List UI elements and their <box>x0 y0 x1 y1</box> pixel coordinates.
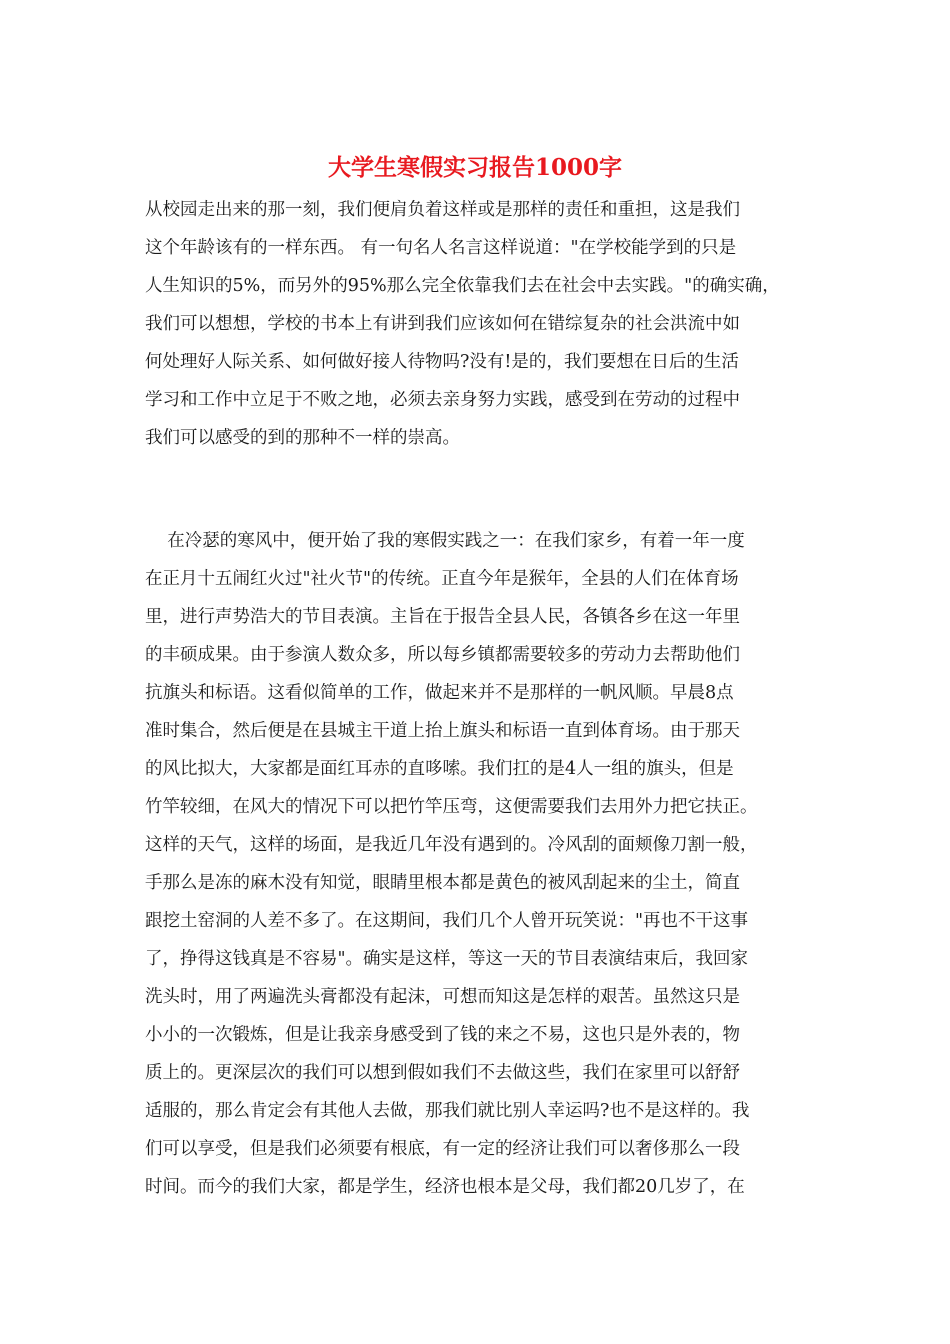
paragraph-2-line-12: 了，挣得这钱真是不容易"。确实是这样，等这一天的节目表演结束后，我回家 <box>145 949 749 969</box>
paragraph-1-line-7: 我们可以感受的到的那种不一样的崇高。 <box>145 428 460 448</box>
paragraph-1-line-2: 这个年龄该有的一样东西。 有一句名人名言这样说道："在学校能学到的只是 <box>145 238 737 258</box>
document-title: 大学生寒假实习报告1000字 <box>327 154 622 181</box>
paragraph-2-line-7: 的风比拟大，大家都是面红耳赤的直哆嗦。我们扛的是4人一组的旗头，但是 <box>145 759 734 779</box>
paragraph-2-line-4: 的丰硕成果。由于参演人数众多，所以每乡镇都需要较多的劳动力去帮助他们 <box>145 645 740 665</box>
paragraph-2-line-10: 手那么是冻的麻木没有知觉，眼睛里根本都是黄色的被风刮起来的尘土，简直 <box>145 873 740 893</box>
paragraph-2-line-9: 这样的天气，这样的场面，是我近几年没有遇到的。冷风刮的面颊像刀割一般， <box>145 835 758 855</box>
paragraph-1-line-6: 学习和工作中立足于不败之地，必须去亲身努力实践，感受到在劳动的过程中 <box>145 390 740 410</box>
paragraph-2-line-6: 准时集合，然后便是在县城主干道上抬上旗头和标语一直到体育场。由于那天 <box>145 721 740 741</box>
paragraph-2-line-8: 竹竿较细，在风大的情况下可以把竹竿压弯，这便需要我们去用外力把它扶正。 <box>145 797 758 817</box>
paragraph-2-line-5: 抗旗头和标语。这看似简单的工作，做起来并不是那样的一帆风顺。早晨8点 <box>145 683 734 703</box>
paragraph-2-line-18: 时间。而今的我们大家，都是学生，经济也根本是父母，我们都20几岁了，在 <box>145 1177 745 1197</box>
paragraph-1-line-4: 我们可以想想，学校的书本上有讲到我们应该如何在错综复杂的社会洪流中如 <box>145 314 740 334</box>
paragraph-2-line-15: 质上的。更深层次的我们可以想到假如我们不去做这些，我们在家里可以舒舒 <box>145 1063 740 1083</box>
paragraph-2-line-1: 在冷瑟的寒风中，便开始了我的寒假实践之一：在我们家乡，有着一年一度 <box>145 531 745 551</box>
paragraph-1-line-5: 何处理好人际关系、如何做好接人待物吗?没有!是的，我们要想在日后的生活 <box>145 352 739 372</box>
paragraph-2-line-14: 小小的一次锻炼，但是让我亲身感受到了钱的来之不易，这也只是外表的，物 <box>145 1025 740 1045</box>
paragraph-1-line-1: 从校园走出来的那一刻，我们便肩负着这样或是那样的责任和重担，这是我们 <box>145 200 740 220</box>
paragraph-2-line-13: 洗头时，用了两遍洗头膏都没有起沫，可想而知这是怎样的艰苦。虽然这只是 <box>145 987 740 1007</box>
paragraph-2-line-2: 在正月十五闹红火过"社火节"的传统。正直今年是猴年，全县的人们在体育场 <box>145 569 739 589</box>
paragraph-2-line-17: 们可以享受，但是我们必须要有根底，有一定的经济让我们可以奢侈那么一段 <box>145 1139 740 1159</box>
paragraph-1-line-3: 人生知识的5%，而另外的95%那么完全依靠我们去在社会中去实践。"的确实确， <box>145 276 780 296</box>
paragraph-2-line-3: 里，进行声势浩大的节目表演。主旨在于报告全县人民，各镇各乡在这一年里 <box>145 607 740 627</box>
paragraph-2-line-11: 跟挖土窑洞的人差不多了。在这期间，我们几个人曾开玩笑说："再也不干这事 <box>145 911 749 931</box>
paragraph-2-line-16: 适服的，那么肯定会有其他人去做，那我们就比别人幸运吗?也不是这样的。我 <box>145 1101 750 1121</box>
